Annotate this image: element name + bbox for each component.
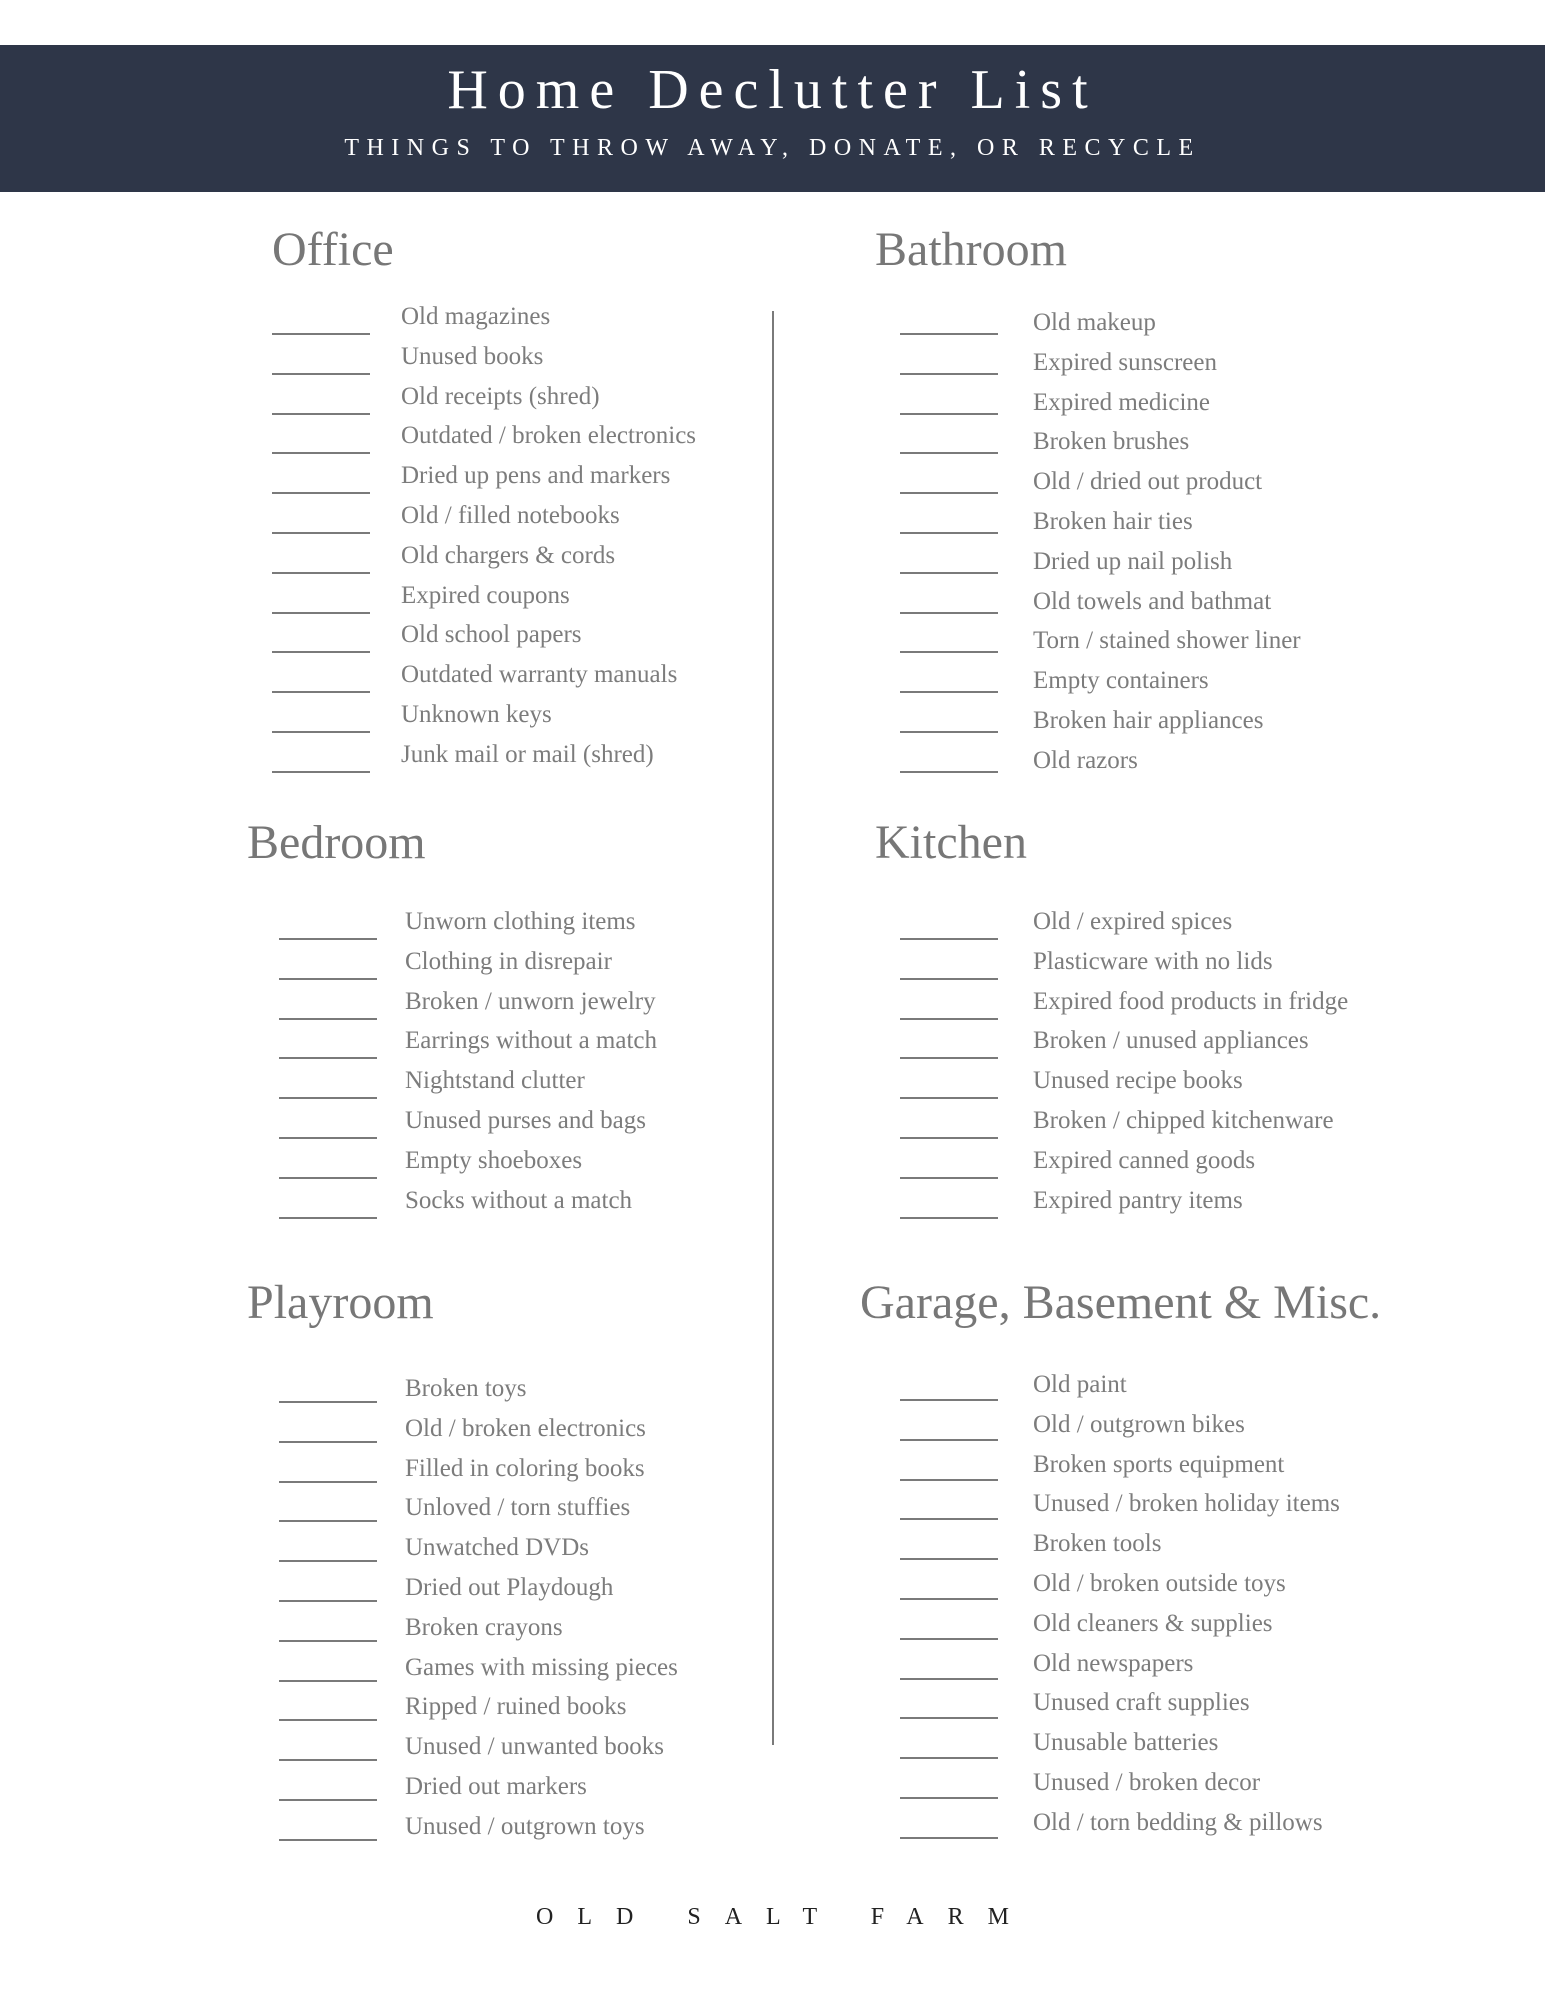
write-in-blank-line[interactable] — [279, 1680, 377, 1682]
checklist-item-label: Unused recipe books — [1033, 1067, 1243, 1095]
write-in-blank-line[interactable] — [900, 572, 998, 574]
write-in-blank-line[interactable] — [279, 978, 377, 980]
write-in-blank-line[interactable] — [272, 651, 370, 653]
column-divider — [772, 311, 774, 1745]
write-in-blank-line[interactable] — [279, 1640, 377, 1642]
checklist-item-label: Unusable batteries — [1033, 1729, 1219, 1757]
write-in-blank-line[interactable] — [279, 1441, 377, 1443]
checklist-item-label: Old / dried out product — [1033, 468, 1263, 496]
write-in-blank-line[interactable] — [900, 333, 998, 335]
write-in-blank-line[interactable] — [900, 532, 998, 534]
checklist-item-label: Unused / broken decor — [1033, 1768, 1261, 1796]
checklist-item-label: Ripped / ruined books — [405, 1693, 627, 1721]
checklist-item-label: Old cleaners & supplies — [1033, 1609, 1273, 1637]
section-bedroom — [247, 813, 426, 873]
write-in-blank-line[interactable] — [272, 771, 370, 773]
write-in-blank-line[interactable] — [279, 1177, 377, 1179]
checklist-item-label: Expired canned goods — [1033, 1146, 1256, 1174]
checklist-item-label: Games with missing pieces — [405, 1653, 678, 1681]
checklist-item-label: Old paint — [1033, 1371, 1127, 1398]
section-bathroom — [875, 220, 1067, 280]
write-in-blank-line[interactable] — [279, 1600, 377, 1602]
write-in-blank-line[interactable] — [272, 532, 370, 534]
checklist-item-label: Broken hair ties — [1033, 507, 1193, 535]
checklist-item-label: Old / expired spices — [1033, 908, 1233, 935]
write-in-blank-line[interactable] — [900, 771, 998, 773]
checklist-item-label: Dried out Playdough — [405, 1573, 614, 1601]
checklist-item-label: Old razors — [1033, 746, 1138, 774]
section-playroom — [247, 1273, 434, 1333]
checklist-item-label: Clothing in disrepair — [405, 947, 612, 975]
checklist-item-label: Filled in coloring books — [405, 1454, 645, 1482]
checklist-item-label: Dried out markers — [405, 1772, 587, 1800]
checklist-item-label: Outdated / broken electronics — [401, 422, 697, 450]
write-in-blank-line[interactable] — [900, 978, 998, 980]
page-subtitle: THINGS TO THROW AWAY, DONATE, OR RECYCLE — [344, 135, 1201, 161]
write-in-blank-line[interactable] — [279, 1057, 377, 1059]
write-in-blank-line[interactable] — [900, 612, 998, 614]
write-in-blank-line[interactable] — [279, 1560, 377, 1562]
checklist-item-label: Nightstand clutter — [405, 1067, 585, 1095]
checklist-item-label: Unused craft supplies — [1033, 1689, 1250, 1717]
write-in-blank-line[interactable] — [900, 1518, 998, 1520]
write-in-blank-line[interactable] — [272, 452, 370, 454]
section-title: Bedroom — [247, 816, 426, 869]
write-in-blank-line[interactable] — [272, 691, 370, 693]
section-office — [272, 220, 394, 280]
checklist-item-label: Old / outgrown bikes — [1033, 1410, 1245, 1438]
checklist-item-label: Unused purses and bags — [405, 1106, 646, 1134]
write-in-blank-line[interactable] — [900, 1717, 998, 1719]
write-in-blank-line[interactable] — [272, 333, 370, 335]
write-in-blank-line[interactable] — [900, 1678, 998, 1680]
write-in-blank-line[interactable] — [900, 1439, 998, 1441]
checklist-item-label: Expired medicine — [1033, 388, 1211, 416]
write-in-blank-line[interactable] — [900, 1097, 998, 1099]
write-in-blank-line[interactable] — [900, 1638, 998, 1640]
section-title: Office — [272, 223, 394, 276]
write-in-blank-line[interactable] — [900, 1057, 998, 1059]
write-in-blank-line[interactable] — [900, 1598, 998, 1600]
write-in-blank-line[interactable] — [900, 1137, 998, 1139]
checklist-item-label: Empty shoeboxes — [405, 1146, 583, 1174]
footer-brand: OLD SALT FARM — [536, 1904, 1033, 1930]
write-in-blank-line[interactable] — [279, 1719, 377, 1721]
checklist-item-label: Plasticware with no lids — [1033, 947, 1273, 975]
checklist-item-label: Broken hair appliances — [1033, 706, 1264, 734]
write-in-blank-line[interactable] — [900, 1018, 998, 1020]
write-in-blank-line[interactable] — [279, 1401, 377, 1403]
write-in-blank-line[interactable] — [272, 492, 370, 494]
checklist-item-label: Broken / unused appliances — [1033, 1027, 1309, 1055]
section-title: Garage, Basement & Misc. — [860, 1276, 1382, 1329]
write-in-blank-line[interactable] — [272, 373, 370, 375]
write-in-blank-line[interactable] — [279, 1018, 377, 1020]
write-in-blank-line[interactable] — [279, 1520, 377, 1522]
section-garage-basement-misc — [860, 1273, 1381, 1333]
write-in-blank-line[interactable] — [900, 1558, 998, 1560]
write-in-blank-line[interactable] — [279, 1137, 377, 1139]
write-in-blank-line[interactable] — [900, 1177, 998, 1179]
checklist-item-label: Earrings without a match — [405, 1027, 658, 1055]
checklist-item-label: Expired sunscreen — [1033, 348, 1217, 376]
write-in-blank-line[interactable] — [900, 651, 998, 653]
checklist-item-label: Expired pantry items — [1033, 1186, 1243, 1214]
checklist-item-label: Unloved / torn stuffies — [405, 1494, 631, 1522]
section-title: Playroom — [247, 1276, 434, 1329]
checklist-item-label: Expired coupons — [401, 581, 570, 609]
write-in-blank-line[interactable] — [279, 1217, 377, 1219]
checklist-item-label: Old / broken outside toys — [1033, 1569, 1286, 1597]
checklist-item-label: Junk mail or mail (shred) — [401, 740, 654, 768]
checklist-item-label: Old newspapers — [1033, 1649, 1194, 1677]
section-kitchen — [875, 813, 1027, 873]
checklist-item-label: Unused / unwanted books — [405, 1733, 664, 1761]
checklist-item-label: Old receipts (shred) — [401, 382, 600, 410]
checklist-item-label: Old / torn bedding & pillows — [1033, 1808, 1323, 1836]
write-in-blank-line[interactable] — [900, 1217, 998, 1219]
checklist-item-label: Broken sports equipment — [1033, 1450, 1285, 1478]
section-title: Bathroom — [875, 223, 1067, 276]
checklist-item-label: Unwatched DVDs — [405, 1534, 589, 1562]
checklist-item-label: Old towels and bathmat — [1033, 587, 1272, 615]
write-in-blank-line[interactable] — [900, 691, 998, 693]
write-in-blank-line[interactable] — [272, 612, 370, 614]
write-in-blank-line[interactable] — [279, 1759, 377, 1761]
write-in-blank-line[interactable] — [279, 1839, 377, 1841]
checklist-item-label: Unworn clothing items — [405, 908, 636, 935]
checklist-item-label: Unused books — [401, 342, 544, 370]
checklist-item-label: Old makeup — [1033, 309, 1156, 336]
write-in-blank-line[interactable] — [900, 413, 998, 415]
write-in-blank-line[interactable] — [900, 492, 998, 494]
write-in-blank-line[interactable] — [900, 373, 998, 375]
page-title: Home Declutter List — [447, 59, 1098, 121]
write-in-blank-line[interactable] — [279, 1799, 377, 1801]
checklist-item-label: Outdated warranty manuals — [401, 661, 678, 689]
checklist-item-label: Old / broken electronics — [405, 1414, 646, 1442]
write-in-blank-line[interactable] — [900, 1837, 998, 1839]
checklist-item-label: Old / filled notebooks — [401, 501, 620, 529]
checklist-item-label: Broken toys — [405, 1375, 527, 1402]
checklist-item-label: Broken crayons — [405, 1613, 563, 1641]
write-in-blank-line[interactable] — [900, 452, 998, 454]
checklist-item-label: Expired food products in fridge — [1033, 987, 1349, 1015]
checklist-item-label: Unused / broken holiday items — [1033, 1490, 1340, 1518]
write-in-blank-line[interactable] — [272, 413, 370, 415]
checklist-item-label: Old school papers — [401, 621, 582, 649]
write-in-blank-line[interactable] — [279, 938, 377, 940]
header-banner — [0, 45, 1545, 192]
section-title: Kitchen — [875, 816, 1027, 869]
write-in-blank-line[interactable] — [900, 1797, 998, 1799]
write-in-blank-line[interactable] — [272, 731, 370, 733]
write-in-blank-line[interactable] — [279, 1097, 377, 1099]
checklist-item-label: Broken brushes — [1033, 428, 1190, 456]
checklist-item-label: Unknown keys — [401, 700, 552, 728]
checklist-item-label: Unused / outgrown toys — [405, 1812, 645, 1840]
checklist-item-label: Dried up nail polish — [1033, 547, 1233, 575]
checklist-item-label: Old chargers & cords — [401, 541, 616, 569]
checklist-item-label: Broken / unworn jewelry — [405, 987, 656, 1015]
checklist-item-label: Old magazines — [401, 303, 551, 330]
checklist-item-label: Broken / chipped kitchenware — [1033, 1106, 1334, 1134]
checklist-item-label: Broken tools — [1033, 1530, 1162, 1558]
checklist-item-label: Torn / stained shower liner — [1033, 627, 1301, 655]
write-in-blank-line[interactable] — [900, 731, 998, 733]
checklist-item-label: Empty containers — [1033, 667, 1209, 695]
checklist-item-label: Socks without a match — [405, 1186, 633, 1214]
write-in-blank-line[interactable] — [900, 1399, 998, 1401]
write-in-blank-line[interactable] — [900, 938, 998, 940]
write-in-blank-line[interactable] — [900, 1757, 998, 1759]
write-in-blank-line[interactable] — [272, 572, 370, 574]
write-in-blank-line[interactable] — [900, 1479, 998, 1481]
write-in-blank-line[interactable] — [279, 1481, 377, 1483]
checklist-item-label: Dried up pens and markers — [401, 462, 671, 490]
